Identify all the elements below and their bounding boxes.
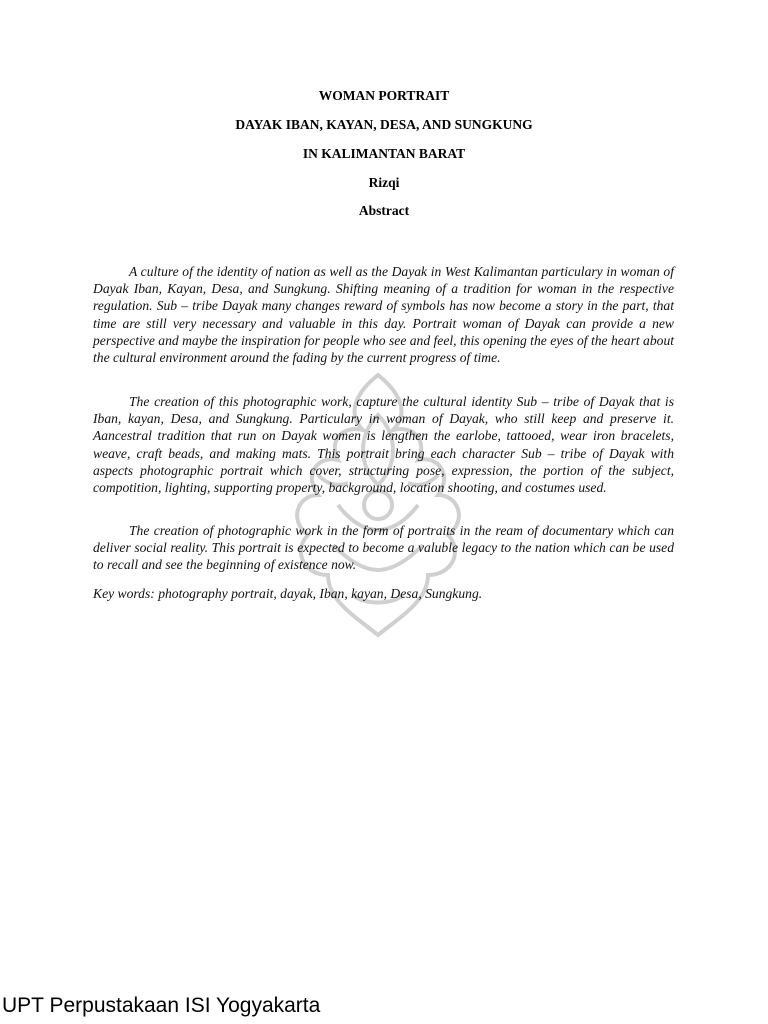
abstract-paragraph-1: A culture of the identity of nation as well as the Dayak in West Kalimantan particulary in woman of Dayak Iban, Kayan, Desa, and Sungkung. Shifting meaning of a tradition for woman in the respective regulation. Sub – tribe Dayak many changes reward of symbols has now become a story in the part, that time are still very necessary and valuable in this day. Portrait woman of Dayak can provide a new perspective and maybe the inspiration for people who see and feel, this opening the eyes of the heart about the cultural environment around the fading by the current progress of time. xyxy=(93,264,675,366)
title-line-3: IN KALIMANTAN BARAT xyxy=(302,146,466,161)
keywords-line: Key words: photography portrait, dayak, Iban, kayan, Desa, Sungkung. xyxy=(93,586,483,601)
title-line-1: WOMAN PORTRAIT xyxy=(318,88,450,103)
abstract-paragraph-3: The creation of photographic work in the form of portraits in the ream of documentary which can deliver social reality. This portrait is expected to become a valuble legacy to the nation which can be used to recall and see the beginning of existence now. xyxy=(93,523,674,573)
abstract-paragraph-2: The creation of this photographic work, capture the cultural identity Sub – tribe of Dayak that is Iban, kayan, Desa, and Sungkung. Particulary in woman of Dayak, who still keep and preserve it. Aancestral tradition that run on Dayak women is lengthen the earlobe, tattooed, wear iron bracelets, weave, craft beads, and making mats. This portrait bring each character Sub – tribe of Dayak with aspects photographic portrait which cover, structuring pose, expression, the portion of the subject, compotition, lighting, supporting property, background, location shooting, and costumes used. xyxy=(93,394,674,496)
library-footer: UPT Perpustakaan ISI Yogyakarta xyxy=(2,994,321,1017)
title-line-2: DAYAK IBAN, KAYAN, DESA, AND SUNGKUNG xyxy=(235,117,533,132)
author-name: Rizqi xyxy=(368,175,400,190)
section-heading-abstract: Abstract xyxy=(358,203,410,218)
